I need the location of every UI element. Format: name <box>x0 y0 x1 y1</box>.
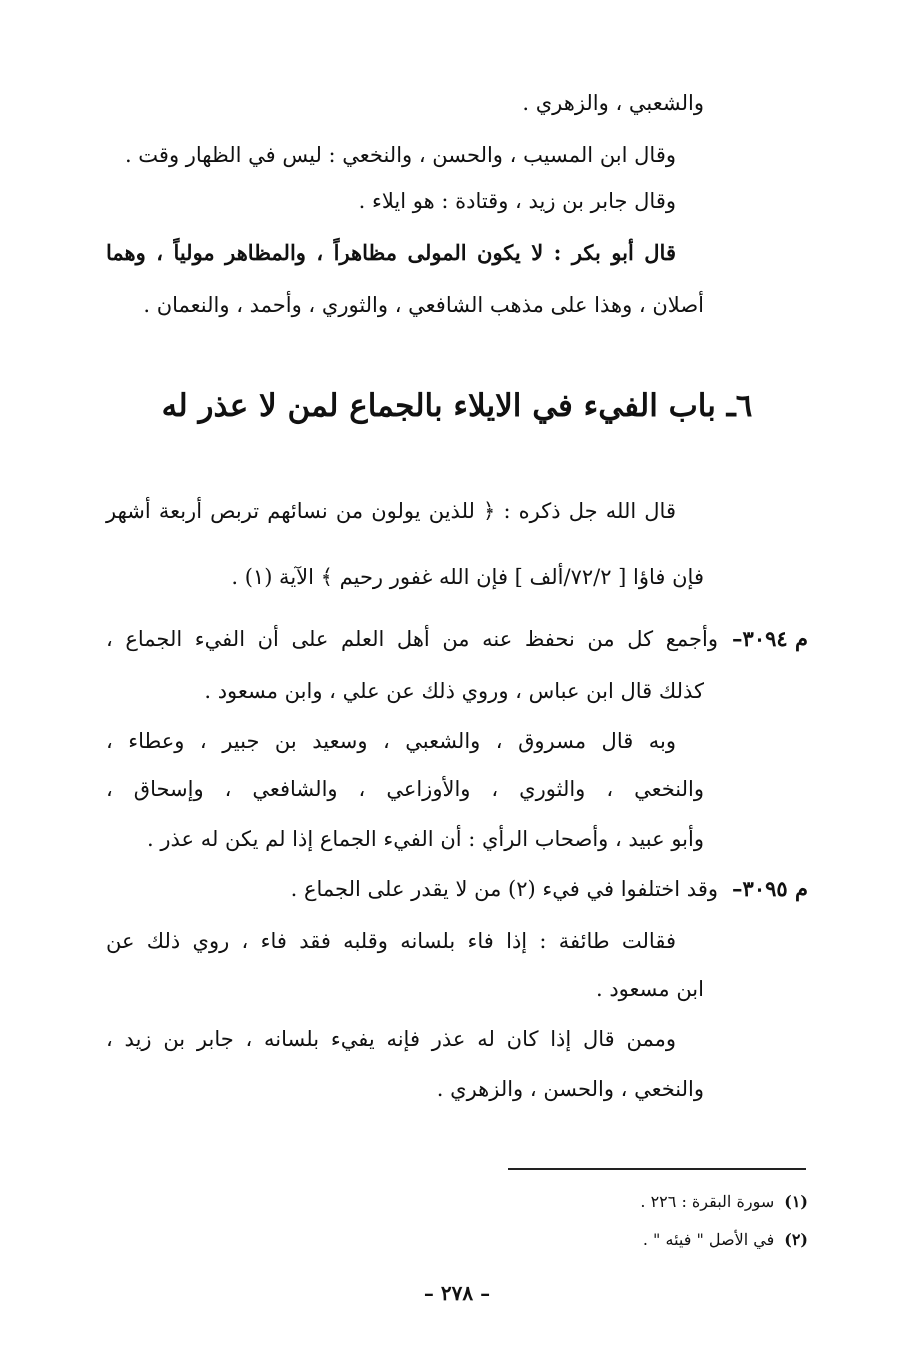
footnote-2-number: (٢) <box>784 1230 808 1249</box>
text-line-5: أصلان ، وهذا على مذهب الشافعي ، والثوري ، وأحمد ، والنعمان . <box>143 293 704 317</box>
issue-3095-line-1: وقد اختلفوا في فيء (٢) من لا يقدر على الجماع . <box>290 877 718 901</box>
footnote-2-text: في الأصل " فيئه " . <box>642 1230 775 1249</box>
issue-3094-line-1: وأجمع كل من نحفظ عنه من أهل العلم على أن الفيء الجماع ، <box>106 627 718 651</box>
text-line-1: والشعبي ، والزهري . <box>522 91 704 115</box>
issue-3094-line-4: والنخعي ، والثوري ، والأوزاعي ، والشافعي ، وإسحاق ، <box>106 777 704 801</box>
issue-3095-line-2: فقالت طائفة : إذا فاء بلسانه وقلبه فقد فاء ، روي ذلك عن <box>106 929 676 953</box>
footnote-1 <box>640 1190 808 1214</box>
text-line-2: وقال ابن المسيب ، والحسن ، والنخعي : ليس في الظهار وقت . <box>124 143 676 167</box>
footnote-1-number: (١) <box>784 1192 808 1211</box>
issue-3095-line-4: وممن قال إذا كان له عذر فإنه يفيء بلسانه ، جابر بن زيد ، <box>106 1027 676 1051</box>
issue-number-3095: م ٣٠٩٥– <box>732 876 808 901</box>
issue-3095-line-5: والنخعي ، والحسن ، والزهري . <box>436 1077 704 1101</box>
issue-number-3094: م ٣٠٩٤– <box>732 626 808 651</box>
issue-3094-line-2: كذلك قال ابن عباس ، وروي ذلك عن علي ، وابن مسعود . <box>204 679 704 703</box>
issue-3094-line-5: وأبو عبيد ، وأصحاب الرأي : أن الفيء الجماع إذا لم يكن له عذر . <box>146 827 704 851</box>
chapter-heading: ٦ـ باب الفيء في الايلاء بالجماع لمن لا عذر له <box>161 388 753 424</box>
issue-3094-line-3: وبه قال مسروق ، والشعبي ، وسعيد بن جبير ، وعطاء ، <box>106 729 676 753</box>
page-number: – ٢٧٨ – <box>423 1281 491 1305</box>
text-line-4: قال أبو بكر : لا يكون المولى مظاهراً ، والمظاهر مولياً ، وهما <box>106 240 676 265</box>
text-line-3: وقال جابر بن زيد ، وقتادة : هو ايلاء . <box>358 189 676 213</box>
quran-quote-line-2: فإن فاؤا [ ٧٢/٢/ألف ] فإن الله غفور رحيم ﴾ الآية (١) . <box>231 565 704 589</box>
footnote-separator <box>508 1168 806 1170</box>
quran-quote-line-1: قال الله جل ذكره : ﴿ للذين يولون من نسائهم تربص أربعة أشهر <box>106 499 676 523</box>
footnote-2 <box>643 1228 808 1252</box>
issue-3095-line-3: ابن مسعود . <box>595 977 704 1001</box>
footnote-1-text: سورة البقرة : ٢٢٦ . <box>640 1192 775 1211</box>
